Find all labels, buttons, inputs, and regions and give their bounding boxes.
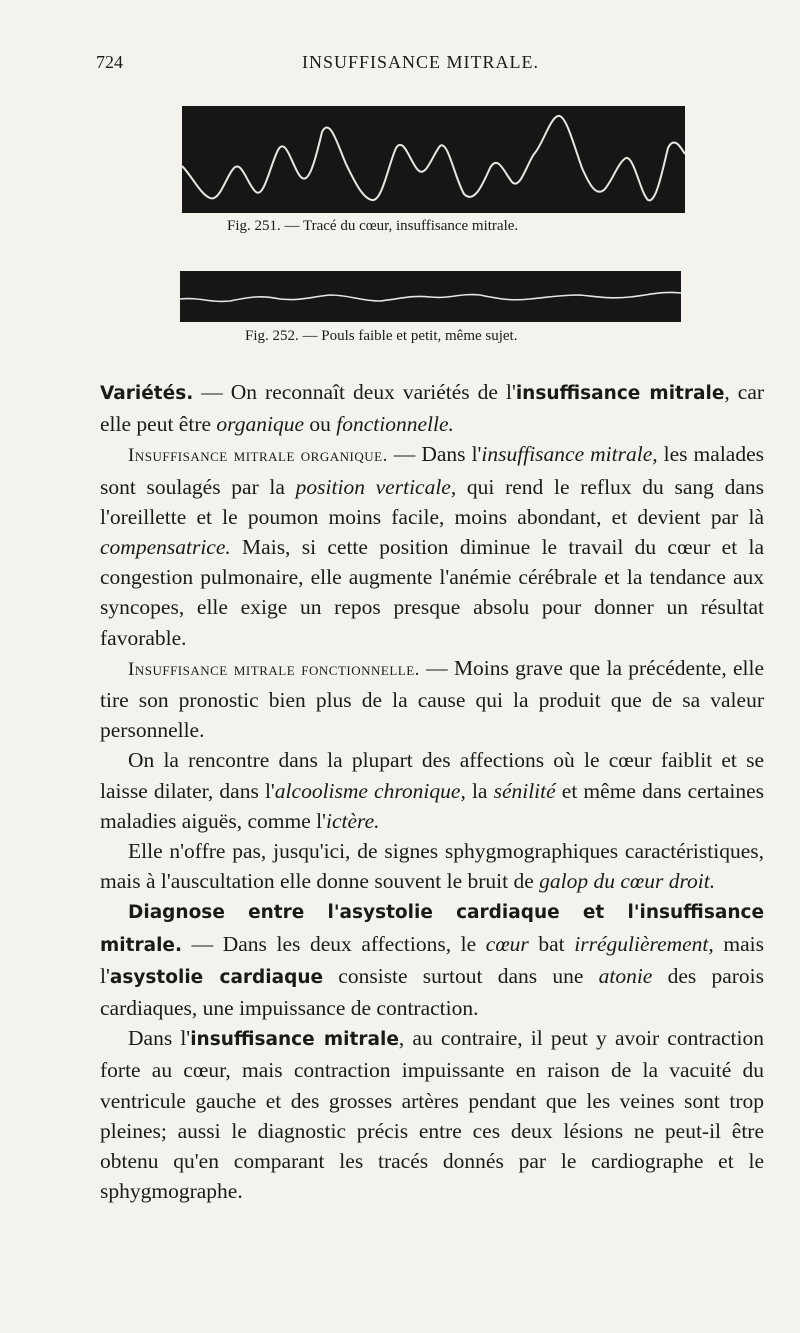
- figure-251-caption: Fig. 251. — Tracé du cœur, insuffisance mitrale.: [227, 218, 519, 234]
- heart-tracing-graphic: [182, 106, 685, 213]
- figure-252-pulse-tracing: [180, 271, 681, 322]
- text-span: , au contraire, il peut y avoir contraction forte au cœur, mais contraction impuissante en raison de la vacuité du ventricule gauche et des grosses artères pendant que les veines sont trop pleines; aussi le diagnostic précis entre ces deux lésions ne peut-il être obtenu qu'en comparant les tracés donnés par le cardiographe et le sphygmographe.: [100, 1026, 764, 1204]
- italic-term: compensatrice.: [100, 535, 231, 560]
- text-span: la: [465, 778, 494, 803]
- bold-term: asystolie cardiaque: [109, 966, 324, 988]
- paragraph-rencontre: [100, 745, 764, 836]
- text-span: — Dans les deux affections, le: [182, 931, 486, 956]
- text-span: On la rencontre dans la plupart des affections où le cœur faiblit et se laisse dilater, dans l': [100, 748, 764, 803]
- text-span: des parois cardiaques, une impuissance de contraction.: [100, 963, 764, 1021]
- text-span: les malades sont soulagés par la: [100, 442, 765, 499]
- figure-252-caption: Fig. 252. — Pouls faible et petit, même sujet.: [245, 328, 518, 344]
- text-span: — Dans l': [387, 442, 482, 467]
- italic-term: insuffisance mitrale,: [481, 442, 658, 467]
- text-span: ou: [304, 412, 337, 437]
- italic-term: atonie: [598, 963, 653, 988]
- heading-diagnose: Diagnose entre l'asystolie cardiaque et l'insuffisance mitrale.: [100, 902, 764, 956]
- text-span: , car elle peut être: [100, 380, 765, 437]
- italic-term: cœur: [485, 931, 529, 956]
- pulse-tracing-graphic: [180, 271, 681, 322]
- page-header: [96, 52, 760, 78]
- figure-251-heart-tracing: [182, 106, 685, 213]
- body-text: [100, 377, 764, 1206]
- text-span: Elle n'offre pas, jusqu'ici, de signes sphygmographiques caractéristiques, mais à l'auscultation elle donne souvent le bruit de: [100, 839, 764, 894]
- text-span: bat: [528, 931, 575, 956]
- bold-term: insuffisance mitrale: [190, 1029, 399, 1051]
- subheading-organique: Insuffisance mitrale organique.: [128, 445, 388, 467]
- italic-term: position verticale,: [295, 474, 457, 499]
- heading-varietes: Variétés.: [100, 383, 194, 404]
- text-span: — Moins grave que la précédente, elle tire son pronostic bien plus de la cause qui la produit que de sa valeur personnelle.: [100, 655, 765, 743]
- italic-term: fonctionnelle.: [336, 412, 454, 437]
- text-span: mais l': [100, 931, 764, 988]
- paragraph-fonctionnelle: [100, 653, 764, 746]
- text-span: et même dans certaines maladies aiguës, comme l': [100, 778, 764, 833]
- italic-term: organique: [216, 412, 304, 437]
- paragraph-signes: [100, 836, 764, 896]
- text-span: — On reconnaît deux variétés de l': [193, 380, 516, 404]
- italic-term: irrégulièrement,: [574, 931, 714, 956]
- paragraph-contraction: [100, 1023, 764, 1206]
- text-span: consiste surtout dans une: [323, 963, 599, 988]
- text-span: Mais, si cette position diminue le travail du cœur et la congestion pulmonaire, elle augmente l'anémie cérébrale et la tendance aux syncopes, elle exige un repos presque absolu pour donner un résultat favorable.: [100, 535, 764, 650]
- paragraph-diagnose: [100, 896, 764, 1023]
- page-number: 724: [96, 52, 123, 72]
- running-title: INSUFFISANCE MITRALE.: [302, 52, 540, 72]
- italic-term: ictère.: [325, 808, 380, 833]
- italic-term: sénilité: [493, 778, 556, 803]
- subheading-fonctionnelle: Insuffisance mitrale fonctionnelle.: [128, 658, 420, 680]
- bold-term: insuffisance mitrale: [515, 383, 725, 404]
- italic-term: alcoolisme chronique,: [274, 778, 466, 803]
- text-span: Dans l': [128, 1026, 191, 1051]
- italic-term: galop du cœur droit.: [539, 869, 716, 894]
- text-span: qui rend le reflux du sang dans l'oreillette et le poumon moins facile, moins abondant, et devient par là: [100, 474, 764, 529]
- paragraph-varietes: [100, 377, 764, 439]
- paragraph-organique: [100, 439, 764, 652]
